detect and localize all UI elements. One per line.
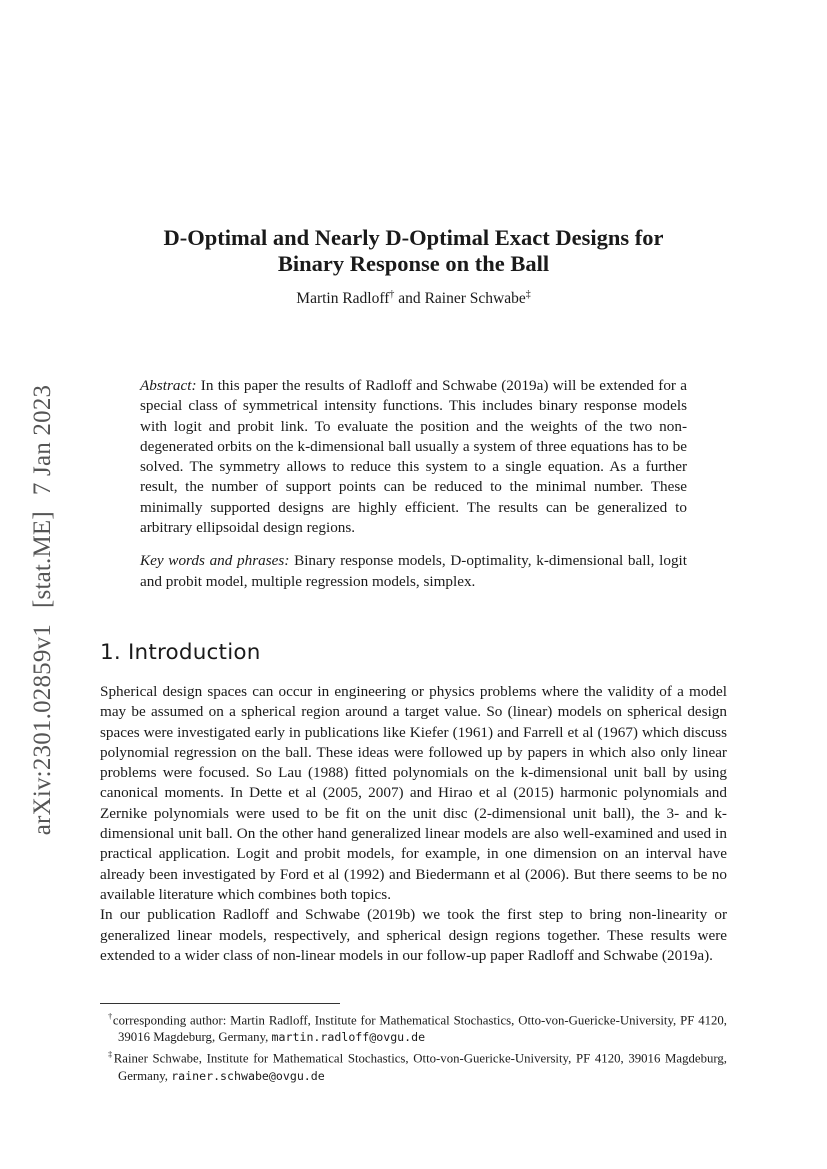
author-list	[100, 289, 727, 308]
arxiv-sidebar-stamp	[26, 360, 60, 860]
body-paragraph: Spherical design spaces can occur in engineering or physics problems where the validity of a model may be assumed on a spherical region around a target value. So (linear) models on spherical design spaces were investigated early in publications like Kiefer (1961) and Farrell et al (1967) which discuss polynomial regression on the ball. These ideas were followed up by papers in which also only linear problems were focused. So Lau (1988) fitted polynomials on the k-dimensional unit ball by using canonical moments. In Dette et al (2005, 2007) and Hirao et al (2015) harmonic polynomials and Zernike polynomials were used to be fit on the unit disc (2-dimensional unit ball), the 3- and k-dimensional unit ball. On the other hand generalized linear models are also well-examined and used in practical application. Logit and probit models, for example, in one dimension on an interval have already been investigated by Ford et al (1992) and Biedermann et al (2006). But there seems to be no available literature which combines both topics.	[100, 683, 727, 903]
footnote-2	[100, 1046, 727, 1084]
title-line-1: D-Optimal and Nearly D-Optimal Exact Designs for	[163, 225, 664, 250]
footnote-text: Rainer Schwabe, Institute for Mathematical Stochastics, Otto-von-Guericke-University, PF 4120, 39016 Magdeburg, Germany,	[113, 1051, 727, 1083]
keywords-paragraph	[140, 551, 687, 592]
footnote-marker: †	[108, 1011, 113, 1021]
section-body	[100, 682, 727, 966]
footnote-marker: ‡	[525, 289, 531, 300]
abstract-text: In this paper the results of Radloff and Schwabe (2019a) will be extended for a special class of symmetrical intensity functions. This includes binary response models with logit and probit link. To evaluate the position and the weights of the two non-degenerated orbits on the k-dimensional ball usually a system of three equations has to be solved. The symmetry allows to reduce this system to a single equation. As a further result, the number of support points can be reduced to the minimal number. These minimally supported designs are highly efficient. The results can be generalized to arbitrary ellipsoidal design regions.	[140, 377, 687, 537]
footnote-1	[100, 1008, 727, 1046]
email-link[interactable]: martin.radloff@ovgu.de	[271, 1030, 426, 1045]
arxiv-date: 7 Jan 2023	[29, 384, 56, 496]
author-name: Martin Radloff	[296, 290, 390, 308]
title-line-2: Binary Response on the Ball	[277, 251, 550, 276]
abstract-block	[140, 376, 687, 592]
author-conjunction: and	[398, 290, 421, 308]
email-link[interactable]: rainer.schwabe@ovgu.de	[171, 1068, 325, 1083]
keywords-text: Binary response models, D-optimality, k-dimensional ball, logit and probit model, multiple regression models, simplex.	[140, 552, 687, 590]
footnote-rule	[100, 1003, 340, 1004]
footnotes	[100, 1008, 727, 1085]
keywords-label: Key words and phrases:	[140, 552, 290, 570]
section-heading: 1. Introduction	[100, 640, 261, 665]
footnote-marker: ‡	[108, 1049, 114, 1060]
footnote-marker: †	[389, 289, 395, 300]
abstract-paragraph	[140, 376, 687, 538]
paper-title	[100, 225, 727, 277]
footnote-text: corresponding author: Martin Radloff, Institute for Mathematical Stochastics, Otto-von-Guericke-University, PF 4120, 39016 Magdeburg, Germany,	[112, 1013, 727, 1045]
author-name: Rainer Schwabe	[424, 290, 526, 308]
body-paragraph: In our publication Radloff and Schwabe (2019b) we took the first step to bring non-linearity or generalized linear models, respectively, and spherical design regions together. These results were extended to a wider class of non-linear models in our follow-up paper Radloff and Schwabe (2019a).	[100, 906, 727, 964]
arxiv-category: [stat.ME]	[29, 511, 56, 609]
arxiv-identifier	[29, 385, 57, 835]
arxiv-id[interactable]: arXiv:2301.02859v1	[29, 624, 56, 836]
abstract-label: Abstract:	[140, 377, 197, 394]
